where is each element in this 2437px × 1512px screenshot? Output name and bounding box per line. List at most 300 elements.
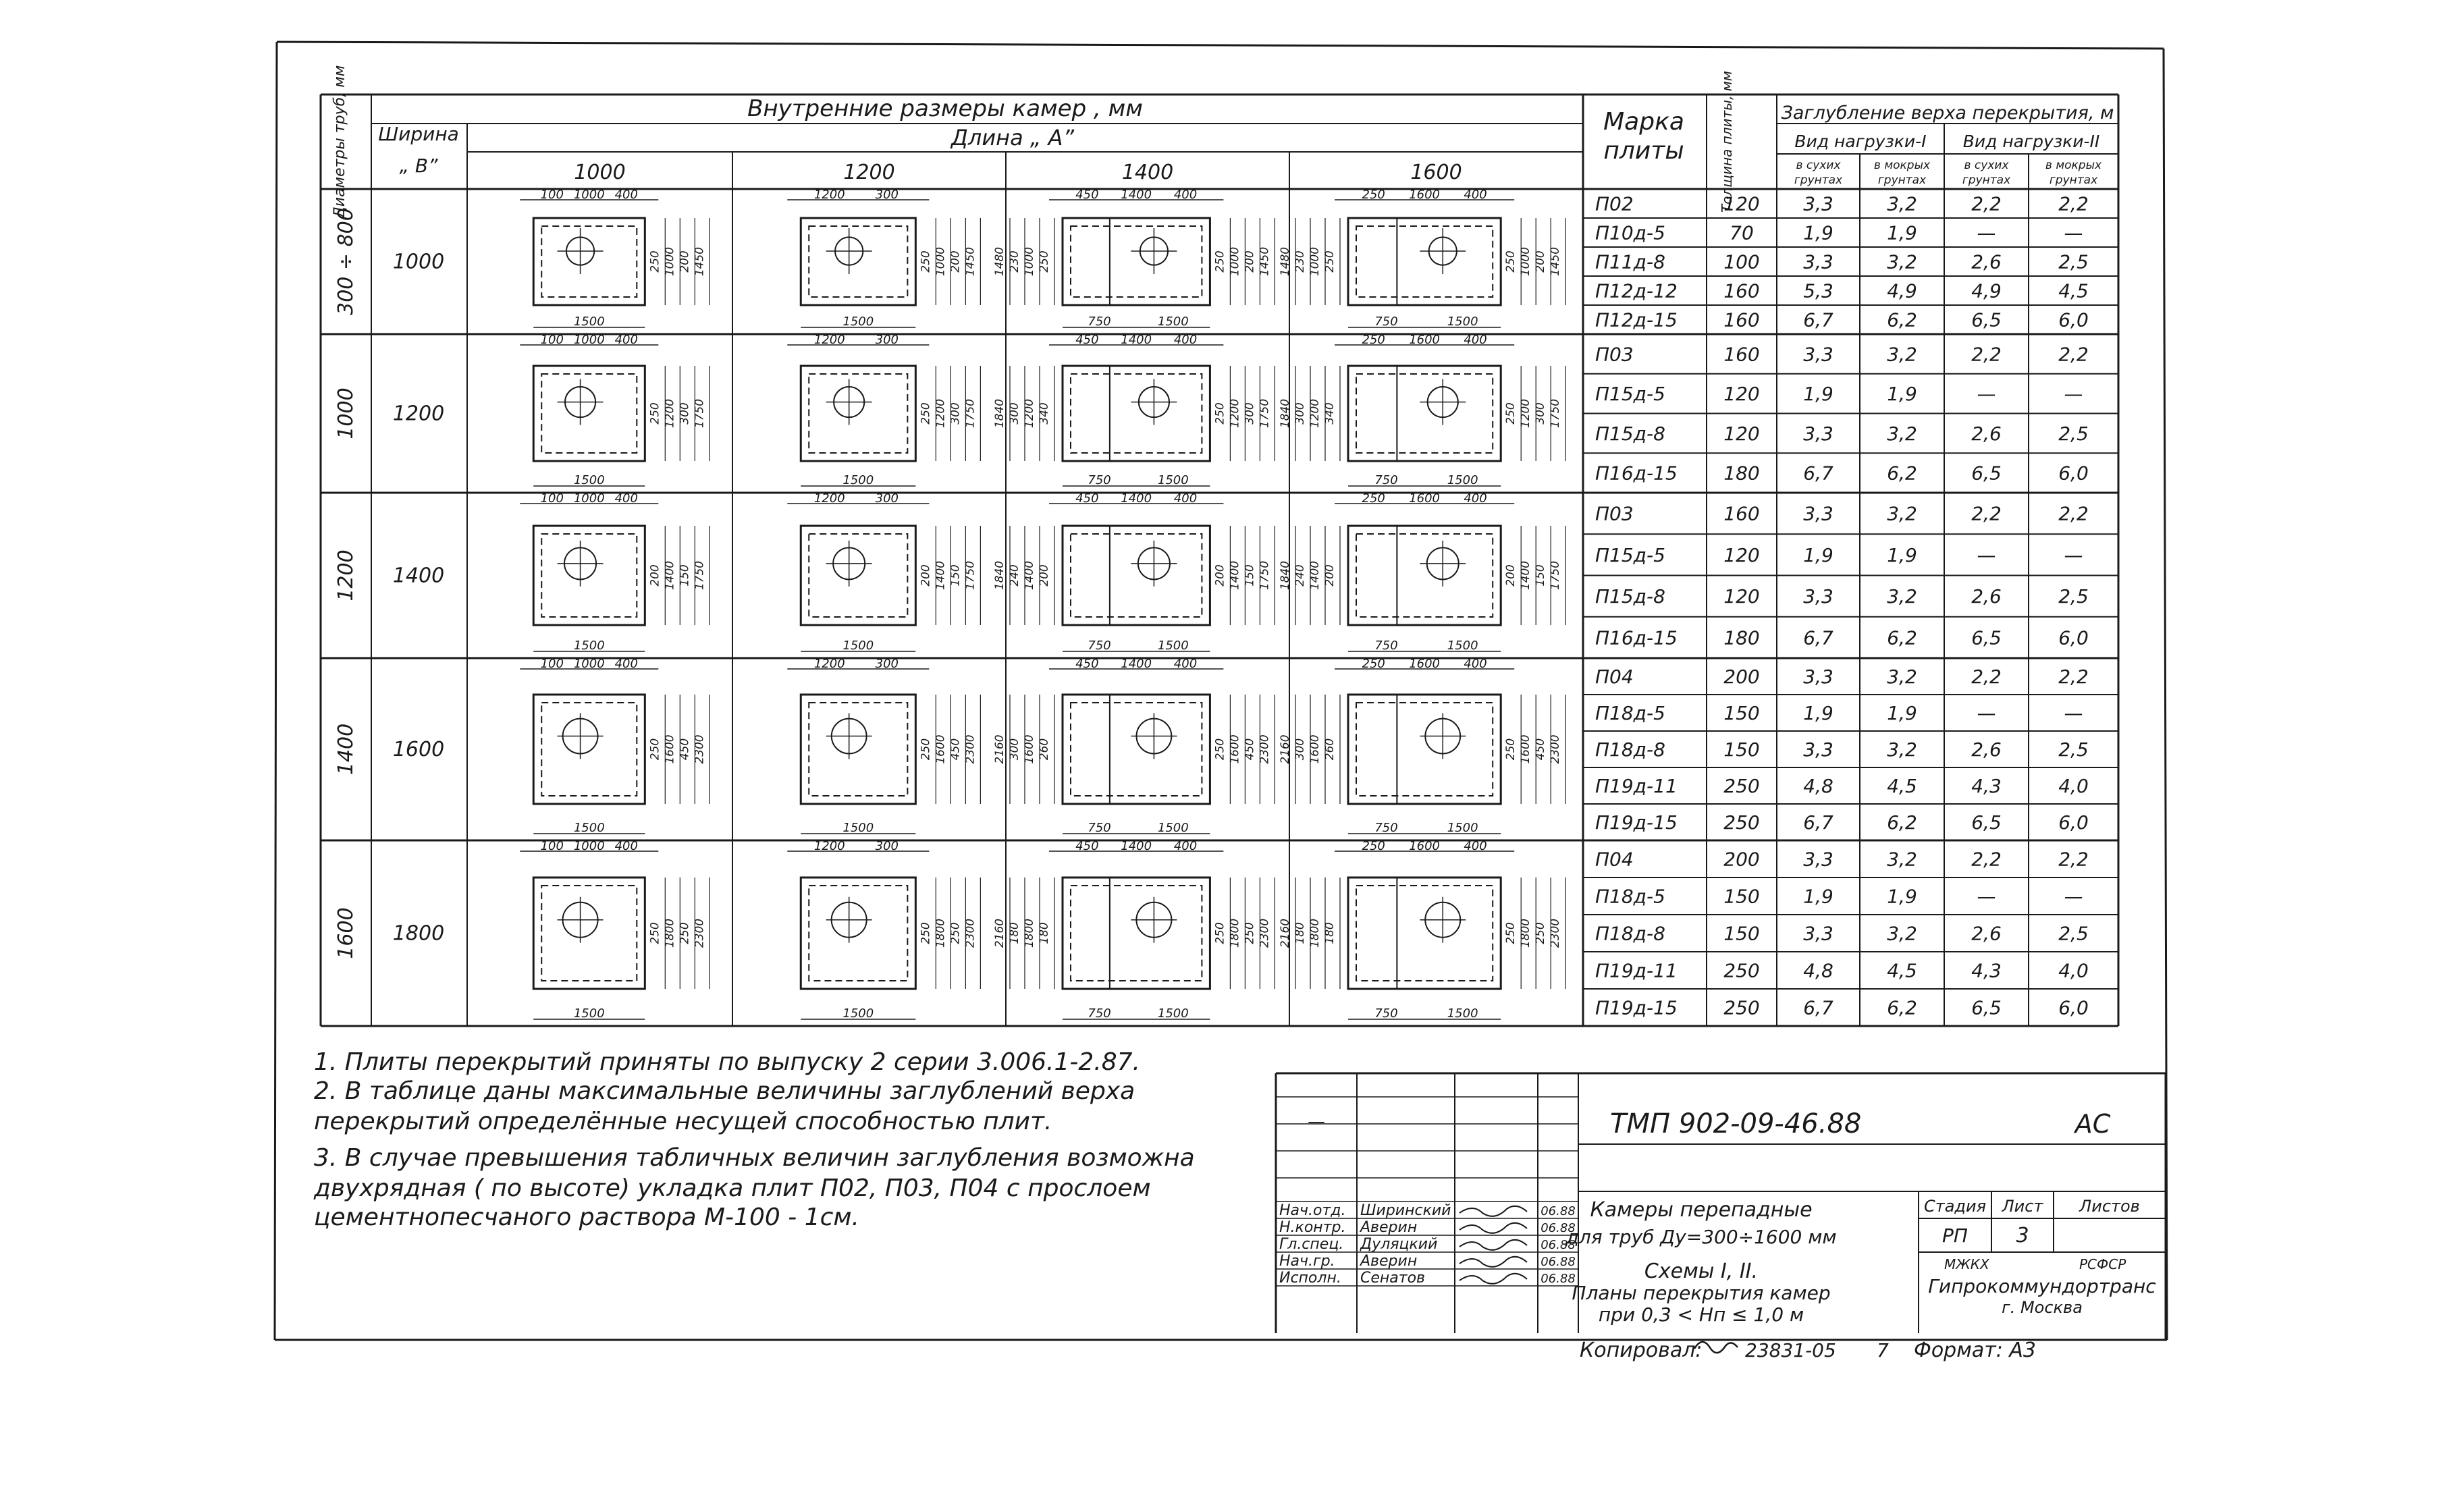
blank-mark: — [1308, 1112, 1325, 1132]
note-line: 2. В таблице даны максимальные величины заглублений верха [314, 1077, 1135, 1105]
depth-value: 4,5 [1887, 775, 1917, 797]
depth-value: 1,9 [1887, 221, 1917, 244]
depth-value: 6,7 [1803, 996, 1833, 1019]
slab-mark: П12д-15 [1595, 308, 1678, 331]
depth-value: — [1977, 543, 1996, 566]
document-code: ТМП 902-09-46.88 [1610, 1108, 1862, 1139]
depth-header: Заглубление верха перекрытия, м [1781, 103, 2114, 124]
depth-value: 6,5 [1971, 308, 2002, 331]
dim-right: 200 [1213, 564, 1227, 587]
dim-right: 2300 [693, 918, 707, 948]
dim-right: 250 [1534, 922, 1548, 944]
opening-outline [1356, 703, 1493, 796]
slab-thickness: 180 [1723, 462, 1760, 485]
depth-value: 4,3 [1971, 775, 2002, 797]
table-row [1595, 585, 2089, 608]
depth-value: 4,0 [2058, 959, 2089, 982]
role-label: Исполн. [1279, 1270, 1341, 1287]
dim-right: 1000 [663, 246, 677, 277]
chamber-width: 1200 [392, 402, 445, 426]
depth-value: 3,3 [1803, 192, 1833, 215]
depth-value: 6,5 [1971, 462, 2002, 485]
depth-value: 2,6 [1971, 738, 2002, 761]
dim-right: 1750 [1549, 560, 1563, 591]
chamber-plan-sketch [787, 333, 980, 487]
sheet-header: Лист [2002, 1197, 2043, 1216]
title-line-5: при 0,3 < Нп ≤ 1,0 м [1598, 1303, 1804, 1326]
dim-right: 2300 [693, 734, 707, 764]
dim-top: 1000 [573, 188, 605, 202]
dim-top: 300 [875, 188, 899, 202]
table-row [1595, 666, 2089, 688]
dim-right: 1800 [1228, 918, 1242, 948]
slab-thickness: 120 [1723, 422, 1760, 445]
dim-right: 1600 [1228, 734, 1242, 764]
dim-bottom: 1500 [573, 821, 605, 835]
dim-right: 450 [948, 738, 963, 761]
mark-header-b: плиты [1603, 137, 1684, 165]
dim-top: 300 [875, 839, 899, 853]
dim-right: 200 [1504, 564, 1518, 587]
slab-thickness: 160 [1723, 279, 1760, 302]
dim-top: 1200 [813, 491, 845, 506]
note-line: двухрядная ( по высоте) укладка плит П02, П03, П04 с прослоем [314, 1174, 1151, 1202]
dim-bottom: 1500 [1157, 315, 1189, 329]
signature-row [1279, 1253, 1576, 1270]
dim-right: 150 [678, 564, 692, 587]
dim-left: 180 [1008, 922, 1021, 944]
chamber-plan-sketch [993, 839, 1275, 1021]
slab-thickness: 160 [1723, 502, 1760, 525]
depth-value: 2,2 [2058, 848, 2089, 871]
depth-value: 2,5 [2058, 422, 2089, 445]
table-row [1595, 811, 2089, 834]
dim-left: 1600 [1308, 734, 1322, 764]
dim-right: 250 [919, 250, 933, 273]
slab-thickness: 250 [1723, 959, 1760, 982]
dim-bottom: 750 [1088, 639, 1111, 653]
dim-right: 1200 [1228, 398, 1242, 429]
dim-bottom: 750 [1088, 821, 1111, 835]
depth-value: 6,2 [1887, 811, 1917, 834]
dim-left: 1200 [1023, 398, 1036, 429]
depth-value: 1,9 [1887, 383, 1917, 406]
slab-outline [1348, 218, 1501, 305]
depth-value: 6,5 [1971, 811, 2002, 834]
sign-date: 06.88 [1541, 1221, 1576, 1235]
dim-left: 340 [1323, 402, 1337, 425]
depth-value: 1,9 [1803, 221, 1833, 244]
dim-top: 1200 [813, 839, 845, 853]
depth-value: — [2064, 702, 2083, 724]
slab-mark: П18д-8 [1595, 922, 1665, 945]
dim-right: 1800 [663, 918, 677, 948]
dim-left: 300 [1008, 402, 1021, 425]
dim-left: 1840 [1279, 398, 1292, 429]
dim-right: 1750 [1258, 560, 1272, 591]
dim-right: 250 [1213, 922, 1227, 944]
table-row [1595, 702, 2083, 724]
dim-top: 400 [1464, 657, 1487, 671]
dim-right: 250 [648, 250, 662, 273]
slab-outline [1063, 366, 1210, 461]
slab-mark: П19д-15 [1595, 811, 1678, 834]
depth-value: 4,9 [1887, 279, 1917, 302]
length-1600: 1600 [1410, 161, 1462, 184]
dim-left: 1400 [1023, 560, 1036, 591]
dim-left: 200 [1323, 564, 1337, 587]
depth-value: 4,9 [1971, 279, 2002, 302]
slab-mark: П02 [1595, 192, 1634, 215]
mark-header: Марка [1603, 108, 1684, 136]
table-row [1595, 775, 2089, 797]
slab-outline [533, 878, 645, 989]
table-row [1595, 251, 2089, 273]
dim-right: 250 [1213, 402, 1227, 425]
depth-value: 6,2 [1887, 308, 1917, 331]
dim-top: 1400 [1121, 333, 1152, 347]
dim-right: 1600 [663, 734, 677, 764]
dim-right: 1200 [1519, 398, 1533, 429]
dim-right: 1800 [1519, 918, 1533, 948]
dim-top: 400 [1173, 839, 1198, 853]
slab-outline [533, 366, 645, 461]
slab-thickness: 250 [1723, 996, 1760, 1019]
chamber-plan-sketch [520, 333, 709, 487]
depth-value: 6,7 [1803, 626, 1833, 649]
dim-top: 400 [1464, 188, 1487, 202]
pipe-diameter: 1000 [334, 387, 358, 439]
opening-outline [1356, 886, 1493, 981]
chamber-plan-sketch [1279, 491, 1565, 653]
dim-left: 1480 [993, 246, 1007, 277]
dim-right: 1200 [934, 398, 948, 429]
slab-outline [1063, 878, 1210, 989]
dim-right: 200 [1534, 250, 1548, 273]
dim-top: 300 [875, 657, 899, 671]
dim-right: 250 [1213, 250, 1227, 273]
dim-left: 1480 [1279, 246, 1292, 277]
dim-right: 450 [678, 738, 692, 761]
slab-outline [1063, 526, 1210, 625]
dim-left: 1840 [993, 560, 1007, 591]
table-row [1595, 923, 2089, 945]
depth-value: 3,2 [1887, 922, 1917, 945]
opening-outline [1071, 374, 1202, 453]
dim-right: 1450 [1549, 246, 1563, 277]
pipe-diameter: 1200 [334, 549, 358, 601]
role-label: Нач.гр. [1279, 1253, 1335, 1270]
depth-value: 3,3 [1803, 502, 1833, 525]
chamber-plan-sketch [520, 188, 709, 329]
dim-left: 180 [1323, 922, 1337, 944]
table-row [1595, 383, 2083, 405]
dim-right: 150 [1534, 564, 1548, 587]
depth-value: 3,2 [1887, 422, 1917, 445]
dim-top: 400 [1173, 657, 1198, 671]
table-row [1595, 738, 2089, 761]
dim-left: 2160 [993, 918, 1007, 948]
dim-right: 1600 [1519, 734, 1533, 764]
chamber-plan-sketch [787, 491, 980, 653]
depth-value: 3,2 [1887, 666, 1917, 688]
dim-bottom: 750 [1374, 473, 1398, 487]
dim-bottom: 1500 [573, 473, 605, 487]
dim-left: 180 [1293, 922, 1307, 944]
slab-thickness: 100 [1723, 250, 1760, 273]
dim-top: 450 [1075, 333, 1099, 347]
dim-right: 2300 [963, 734, 978, 764]
table-row [1595, 886, 2083, 908]
slab-thickness: 160 [1723, 308, 1760, 331]
dim-top: 250 [1362, 491, 1385, 506]
depth-value: 3,2 [1887, 585, 1917, 608]
diameter-header: Диаметры труб, мм [331, 65, 348, 219]
dim-top: 400 [1464, 491, 1487, 506]
dim-bottom: 1500 [842, 473, 874, 487]
dim-left: 1200 [1308, 398, 1322, 429]
table-row [1595, 423, 2089, 445]
dim-top: 450 [1075, 188, 1099, 202]
dim-top: 400 [614, 333, 638, 347]
dim-top: 400 [1173, 491, 1198, 506]
dim-right: 250 [1504, 402, 1518, 425]
notes [313, 1048, 1195, 1231]
thickness-header: Толщина плиты, мм [1719, 71, 1735, 213]
chamber-plan-sketch [787, 657, 980, 835]
depth-value: 6,5 [1971, 626, 2002, 649]
note-line: 3. В случае превышения табличных величин заглубления возможна [314, 1144, 1195, 1172]
dim-left: 1000 [1308, 246, 1322, 277]
dim-left: 2160 [1279, 734, 1292, 764]
dim-right: 300 [948, 402, 963, 425]
dim-left: 1600 [1023, 734, 1036, 764]
dim-top: 250 [1362, 188, 1385, 202]
dim-bottom: 1500 [842, 1006, 874, 1021]
dim-right: 250 [678, 922, 692, 944]
depth-value: 2,2 [1971, 848, 2002, 871]
depth-value: 3,3 [1803, 585, 1833, 608]
dim-right: 200 [919, 564, 933, 587]
dim-left: 1800 [1308, 918, 1322, 948]
slab-mark: П18д-5 [1595, 702, 1665, 724]
format-label: Формат: А3 [1914, 1339, 2036, 1362]
depth-value: 2,6 [1971, 422, 2002, 445]
slab-mark: П16д-15 [1595, 462, 1678, 485]
dim-right: 250 [648, 922, 662, 944]
dim-bottom: 1500 [842, 639, 874, 653]
copied-label: Копировал: [1580, 1339, 1703, 1362]
slab-thickness: 200 [1723, 666, 1760, 688]
dim-right: 2300 [1549, 918, 1563, 948]
dim-bottom: 750 [1088, 315, 1111, 329]
soil-type-b: грунтах [1794, 173, 1843, 187]
table-row [1595, 343, 2089, 365]
load-type-2: Вид нагрузки-II [1962, 132, 2100, 151]
slab-thickness: 200 [1723, 848, 1760, 871]
dim-top: 1600 [1409, 333, 1441, 347]
dim-bottom: 750 [1374, 315, 1398, 329]
chamber-width: 1000 [392, 250, 445, 274]
table-row [1595, 997, 2089, 1019]
dim-bottom: 1500 [573, 639, 605, 653]
chamber-plan-sketch [520, 491, 709, 653]
dim-top: 1400 [1121, 188, 1152, 202]
dim-top: 400 [1173, 333, 1198, 347]
depth-value: 3,2 [1887, 848, 1917, 871]
dim-right: 1200 [663, 398, 677, 429]
dim-top: 1000 [573, 839, 605, 853]
note-line: перекрытий определённые несущей способностью плит. [314, 1108, 1052, 1135]
signature [1459, 1274, 1527, 1284]
table-row [1595, 280, 2089, 302]
person-name: Ширинский [1360, 1202, 1451, 1219]
signature-row [1279, 1270, 1576, 1287]
table-row [1595, 503, 2089, 525]
dim-right: 2300 [1549, 734, 1563, 764]
dim-top: 100 [540, 839, 564, 853]
slab-mark: П15д-8 [1595, 422, 1665, 445]
depth-value: — [1977, 702, 1996, 724]
dim-right: 2300 [963, 918, 978, 948]
slab-thickness: 70 [1730, 221, 1754, 244]
slab-thickness: 250 [1723, 811, 1760, 834]
slab-thickness: 180 [1723, 626, 1760, 649]
dim-bottom: 1500 [1447, 315, 1478, 329]
signature-row [1279, 1219, 1576, 1236]
dim-right: 250 [948, 922, 963, 944]
opening-outline [541, 534, 637, 617]
signature [1459, 1206, 1527, 1216]
dim-right: 200 [948, 250, 963, 273]
slab-thickness: 150 [1723, 702, 1760, 724]
depth-value: 2,2 [1971, 502, 2002, 525]
inner-dimensions-title: Внутренние размеры камер , мм [747, 95, 1143, 122]
dim-right: 1400 [1228, 560, 1242, 591]
dim-top: 400 [614, 188, 638, 202]
dim-left: 200 [1038, 564, 1051, 587]
opening-outline [541, 374, 637, 453]
slab-mark: П15д-8 [1595, 585, 1665, 608]
org-line-2: РСФСР [2079, 1256, 2126, 1272]
dim-left: 1400 [1308, 560, 1322, 591]
group-5 [334, 839, 2118, 1021]
depth-value: 1,9 [1887, 543, 1917, 566]
slab-mark: П18д-5 [1595, 885, 1665, 908]
dim-bottom: 1500 [1447, 639, 1478, 653]
dim-bottom: 750 [1374, 1006, 1398, 1021]
length-title: Длина „ А” [950, 125, 1075, 151]
dim-top: 1200 [813, 333, 845, 347]
depth-value: 3,2 [1887, 343, 1917, 366]
slab-mark: П12д-12 [1595, 279, 1678, 302]
slab-outline [801, 526, 915, 625]
dim-right: 250 [919, 402, 933, 425]
dim-top: 100 [540, 657, 564, 671]
dim-left: 250 [1038, 250, 1051, 273]
slab-outline [801, 878, 915, 989]
depth-value: 1,9 [1803, 383, 1833, 406]
depth-value: 6,0 [2058, 462, 2089, 485]
depth-value: 3,3 [1803, 848, 1833, 871]
chamber-plan-sketch [993, 657, 1275, 835]
dim-right: 1450 [693, 246, 707, 277]
dim-left: 180 [1038, 922, 1051, 944]
slab-mark: П03 [1595, 502, 1634, 525]
chamber-width: 1800 [392, 921, 445, 946]
dim-top: 400 [1464, 839, 1487, 853]
dim-right: 250 [919, 922, 933, 944]
dim-right: 200 [1243, 250, 1257, 273]
depth-value: 2,5 [2058, 250, 2089, 273]
dim-left: 250 [1323, 250, 1337, 273]
load-type-1: Вид нагрузки-I [1794, 132, 1927, 151]
depth-value: 1,9 [1803, 702, 1833, 724]
opening-outline [809, 886, 907, 981]
depth-value: 3,3 [1803, 922, 1833, 945]
slab-outline [1063, 695, 1210, 804]
note-line: 1. Плиты перекрытий приняты по выпуску 2 серии 3.006.1-2.87. [314, 1048, 1140, 1076]
depth-value: 2,6 [1971, 922, 2002, 945]
dim-right: 1750 [963, 560, 978, 591]
dim-top: 300 [875, 491, 899, 506]
slab-thickness: 120 [1723, 543, 1760, 566]
dim-top: 1600 [1409, 188, 1441, 202]
depth-value: 6,7 [1803, 308, 1833, 331]
title-line-2: для труб Ду=300÷1600 мм [1565, 1226, 1837, 1248]
opening-outline [541, 886, 637, 981]
opening-outline [809, 703, 907, 796]
dim-right: 1450 [1258, 246, 1272, 277]
dim-top: 1000 [573, 333, 605, 347]
opening-outline [541, 703, 637, 796]
title-block [1276, 1073, 2166, 1340]
depth-value: 6,2 [1887, 996, 1917, 1019]
depth-value: 2,5 [2058, 922, 2089, 945]
soil-type-b: грунтах [1962, 173, 2011, 187]
slab-thickness: 160 [1723, 343, 1760, 366]
slab-mark: П19д-11 [1595, 959, 1678, 982]
depth-value: 3,3 [1803, 666, 1833, 688]
dim-right: 300 [678, 402, 692, 425]
slab-thickness: 120 [1723, 585, 1760, 608]
dim-left: 300 [1293, 738, 1307, 761]
dim-top: 1600 [1409, 491, 1441, 506]
dim-left: 230 [1008, 250, 1021, 273]
slab-mark: П19д-15 [1595, 996, 1678, 1019]
dim-right: 2300 [1258, 918, 1272, 948]
dim-right: 250 [919, 738, 933, 761]
dim-right: 1450 [963, 246, 978, 277]
sign-date: 06.88 [1541, 1238, 1576, 1252]
opening-outline [1071, 703, 1202, 796]
slab-mark: П16д-15 [1595, 626, 1678, 649]
group-3 [334, 491, 2118, 653]
dim-top: 1000 [573, 491, 605, 506]
slab-thickness: 120 [1723, 383, 1760, 406]
depth-value: 4,0 [2058, 775, 2089, 797]
dim-right: 1750 [693, 560, 707, 591]
dim-bottom: 1500 [1447, 821, 1478, 835]
sign-date: 06.88 [1541, 1272, 1576, 1286]
depth-value: — [2064, 543, 2083, 566]
depth-value: 3,2 [1887, 502, 1917, 525]
dim-top: 250 [1362, 333, 1385, 347]
dim-top: 400 [614, 491, 638, 506]
soil-type-b: грунтах [2049, 173, 2098, 187]
dim-left: 2160 [993, 734, 1007, 764]
signature [1459, 1223, 1527, 1233]
